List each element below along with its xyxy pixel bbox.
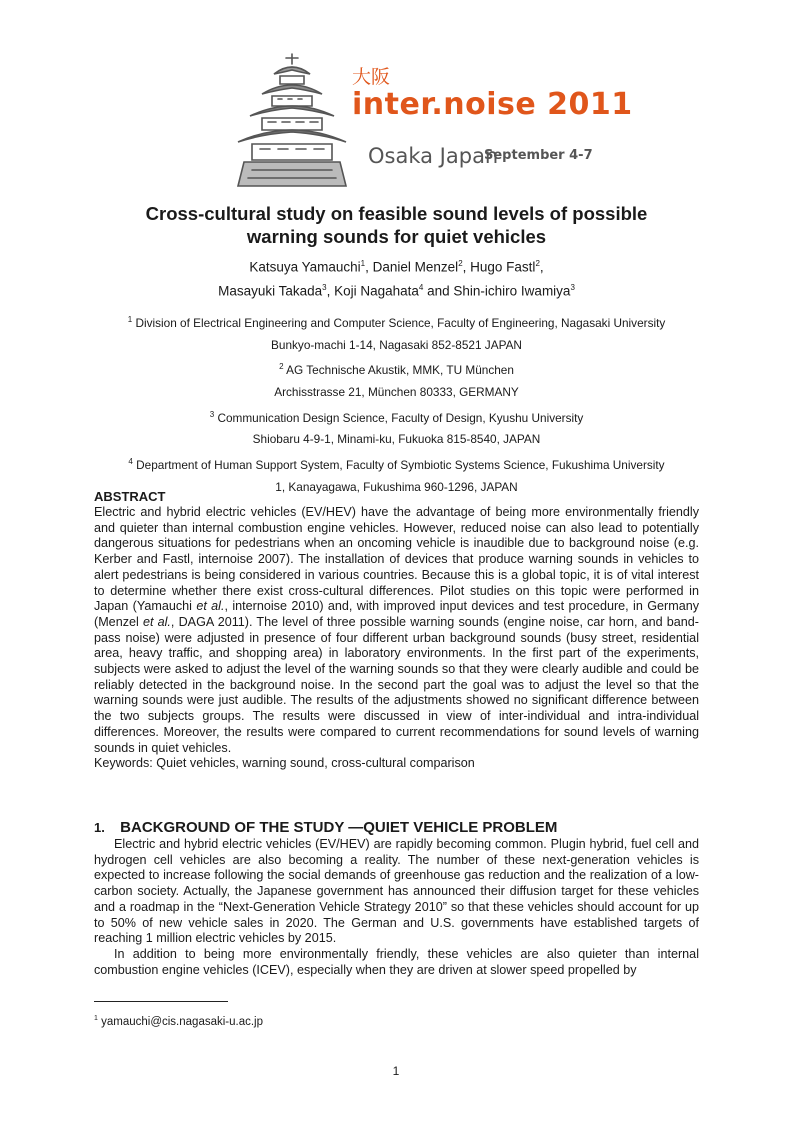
- author-affiliation-mark: 4: [418, 282, 424, 292]
- author-name: Hugo Fastl: [470, 259, 536, 275]
- author-affiliation-mark: 1: [360, 259, 366, 268]
- author-name: Masayuki Takada: [218, 283, 323, 298]
- logo-dates: September 4-7: [484, 148, 593, 163]
- abstract-heading: ABSTRACT: [94, 489, 166, 504]
- title-line-2: warning sounds for quiet vehicles: [246, 226, 547, 247]
- footnote-email: yamauchi@cis.nagasaki-u.ac.jp: [101, 1015, 263, 1028]
- author-affiliation-mark: 3: [322, 282, 327, 292]
- paper-title: [60, 202, 733, 248]
- section-background: [94, 818, 699, 978]
- author-name: Katsuya Yamauchi: [249, 259, 361, 275]
- logo-japanese-text: 大阪: [352, 66, 391, 88]
- affiliation-line: $^3$ Communication Design Science, Faculty of Design, Kyushu University: [209, 409, 584, 425]
- affiliation-line: $^1$ Division of Electrical Engineering and Computer Science, Faculty of Engineering, Nagasaki University: [127, 315, 666, 330]
- affiliation-mark: 1: [127, 315, 133, 324]
- author-name: Daniel Menzel: [372, 259, 459, 275]
- affiliation-mark: 3: [209, 409, 215, 419]
- abstract-section: [94, 489, 699, 772]
- affiliation-address: Archisstrasse 21, München 80333, GERMANY: [274, 384, 519, 399]
- paragraph: In addition to being more environmentally friendly, these vehicles are also quieter than internal combustion engine vehicles (ICEV), especially when they are driven at slower speed propelled by: [94, 946, 699, 977]
- affiliation-line: $^4$ Department of Human Support System, Faculty of Symbiotic Systems Science, Fukushima University: [128, 456, 665, 472]
- osaka-castle-icon: [222, 50, 352, 190]
- author-affiliation-mark: 2: [535, 259, 540, 268]
- conference-logo: [222, 50, 633, 190]
- affiliation-line: $^2$ AG Technische Akustik, MMK, TU München: [279, 362, 514, 378]
- section-heading: 1. BACKGROUND OF THE STUDY —QUIET VEHICLE PROBLEM: [94, 819, 558, 836]
- author-name: Shin-ichiro Iwamiya: [453, 283, 571, 298]
- abstract-body: Electric and hybrid electric vehicles (EV/HEV) have the advantage of being more environmentally friendly and quieter than internal combustion engine vehicles. However, reduced noise can also lead to potentially dangerous situations for pedestrians when an oncoming vehicle is inaudible due to background noise (e.g. Kerber and Fastl, internoise 2007). The installation of devices that produce warning sounds in vehicles to alert pedestrians is being considered in various countries. Because this is a global topic, it is of vital interest to determine whether there exist cross-cultural differences. Pilot studies on this topic were performed in Japan (Yamauchi et al., internoise 2010) and, with improved input devices and test procedure, in Germany (Menzel et al., DAGA 2011). The level of three possible warning sounds (engine noise, car horn, and band-pass noise) were adjusted in presence of four different urban background sounds (busy street, residential area, heavy traffic, and shopping area) in laboratory environments. In the first part of the experiments, subjects were asked to adjust the level of the warning sounds so that they were clearly audible and could be reliably detected in the background noise. In the second part the goal was to adjust the level so that the warning sounds were just audible. The results of the adjustments showed no significant difference between the two subjects groups. The results were discussed in view of inter-individual and intra-individual differences. Moreover, the results were compared to current recommendations for sound levels of warning sounds in quiet vehicles.: [94, 505, 700, 755]
- affiliation-address: 1, Kanayagawa, Fukushima 960-1296, JAPAN: [275, 479, 518, 494]
- author-name: Koji Nagahata: [334, 283, 419, 298]
- section-number: 1.: [94, 820, 105, 835]
- affiliation-list: [60, 309, 733, 498]
- affiliation-address: Shiobaru 4-9-1, Minami-ku, Fukuoka 815-8540, JAPAN: [252, 432, 541, 447]
- footnote-mark: 1: [94, 1015, 98, 1022]
- paragraph: Electric and hybrid electric vehicles (EV/HEV) are rapidly becoming common. Plugin hybrid, fuel cell and hydrogen cell vehicles are also becoming a reality. The number of these next-generation vehicles is expected to increase following the social demands of greenhouse gas reduction and the realization of a low-carbon society. Actually, the Japanese government has announced their diffusion target for these vehicles and a roadmap in the “Next-Generation Vehicle Strategy 2010” so that these vehicles should account for up to 50% of new vehicle sales in 2020. The German and U.S. governments have established targets of reaching 1 million electric vehicles by 2015.: [94, 837, 699, 946]
- keywords: Keywords: Quiet vehicles, warning sound, cross-cultural comparison: [94, 756, 475, 771]
- author-list: Katsuya Yamauchi$^1$, Daniel Menzel$^2$, Hugo Fastl$^2$, Masayuki Takada$^3$, Koji Nagahata$^4$ and Shin-ichiro Iwamiya$^3$: [218, 259, 575, 298]
- footnote: [94, 1012, 263, 1029]
- footnote-divider: [94, 1001, 228, 1002]
- page-number: 1: [392, 1064, 400, 1078]
- affiliation-address: Bunkyo-machi 1-14, Nagasaki 852-8521 JAPAN: [271, 337, 522, 352]
- logo-location: Osaka Japan: [368, 144, 499, 168]
- title-line-1: Cross-cultural study on feasible sound levels of possible: [145, 203, 648, 224]
- author-affiliation-mark: 3: [570, 282, 575, 292]
- affiliation-mark: 4: [128, 456, 133, 466]
- author-affiliation-mark: 2: [458, 259, 463, 268]
- affiliation-mark: 2: [279, 362, 284, 372]
- logo-conference-name: inter.noise 2011: [352, 87, 633, 122]
